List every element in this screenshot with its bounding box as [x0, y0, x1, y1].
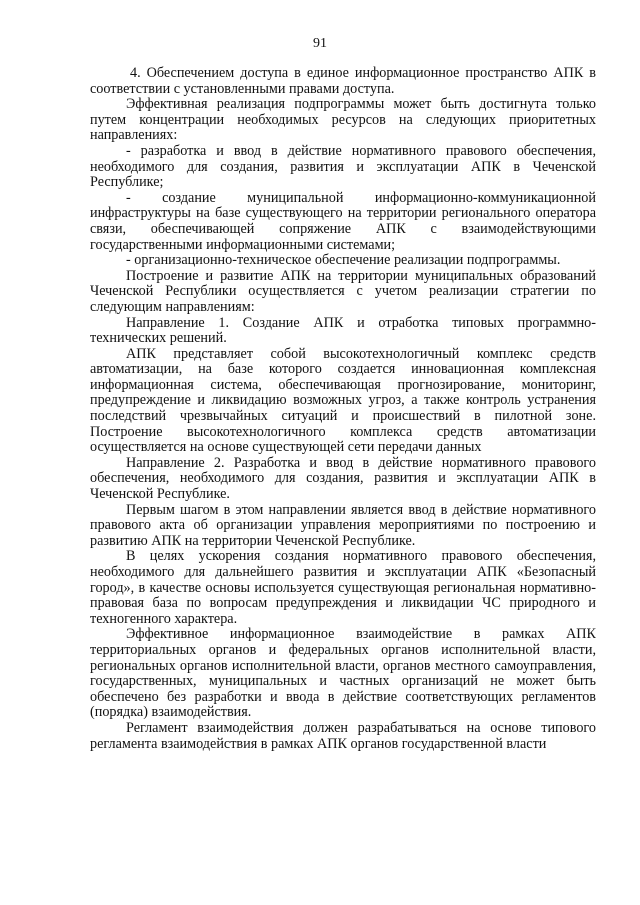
paragraph-2: Эффективная реализация подпрограммы может быть достигнута только путем концентрации необходимых ресурсов на следующих приоритетных направлениях:: [90, 96, 596, 144]
paragraph-6: В целях ускорения создания нормативного правового обеспечения, необходимого для дальнейшего развития и эксплуатации АПК «Безопасный город», в качестве основы используется существующая региональная нормативно-правовая база по вопросам предупреждения и ликвидации ЧС природного и техногенного характера.: [90, 548, 596, 627]
direction-1-heading: Направление 1. Создание АПК и отработка типовых программно-технических решений.: [90, 314, 596, 347]
paragraph-5: Первым шагом в этом направлении является ввод в действие нормативного правового акта об организации управления мероприятиями по построению и развитию АПК на территории Чеченской Республике.: [90, 501, 596, 549]
paragraph-4: АПК представляет собой высокотехнологичный комплекс средств автоматизации, на базе которого создается инновационная комплексная информационная система, обеспечивающая прогнозирование, мониторинг, предупреждение и ликвидацию возможных угроз, а также контроль устранения последствий чрезвычайных ситуаций и происшествий в пилотной зоне. Построение высокотехнологичного комплекса средств автоматизации осуществляется на основе существующей сети передачи данных: [90, 345, 596, 456]
paragraph-7: Эффективное информационное взаимодействие в рамках АПК территориальных органов и федеральных органов исполнительной власти, региональных органов исполнительной власти, органов местного самоуправления, государственных, муниципальных и частных организаций не может быть обеспечено без разработки и ввода в действие соответствующих регламентов (порядка) взаимодействия.: [90, 626, 596, 721]
paragraph-1: 4. Обеспечением доступа в единое информационное пространство АПК в соответствии с установленными правами доступа.: [90, 65, 596, 97]
paragraph-8: Регламент взаимодействия должен разрабатываться на основе типового регламента взаимодействия в рамках АПК органов государственной власти: [90, 719, 596, 752]
page-number: 91: [313, 36, 327, 51]
document-body: [90, 66, 596, 752]
list-item-3: - организационно-техническое обеспечение реализации подпрограммы.: [126, 252, 561, 269]
list-item-2: - создание муниципальной информационно-коммуникационной инфраструктуры на базе существующего на территории регионального оператора связи, обеспечивающей сопряжение АПК с взаимодействующими государственными информационными системами;: [90, 189, 596, 253]
list-item-1: - разработка и ввод в действие нормативного правового обеспечения, необходимого для создания, развития и эксплуатации АПК в Чеченской Республике;: [90, 142, 596, 191]
paragraph-3: Построение и развитие АПК на территории муниципальных образований Чеченской Республики осуществляется с учетом реализации стратегии по следующим направлениям:: [90, 267, 596, 315]
direction-2-heading: Направление 2. Разработка и ввод в действие нормативного правового обеспечения, необходимого для создания, развития и эксплуатации АПК в Чеченской Республике.: [90, 454, 596, 503]
